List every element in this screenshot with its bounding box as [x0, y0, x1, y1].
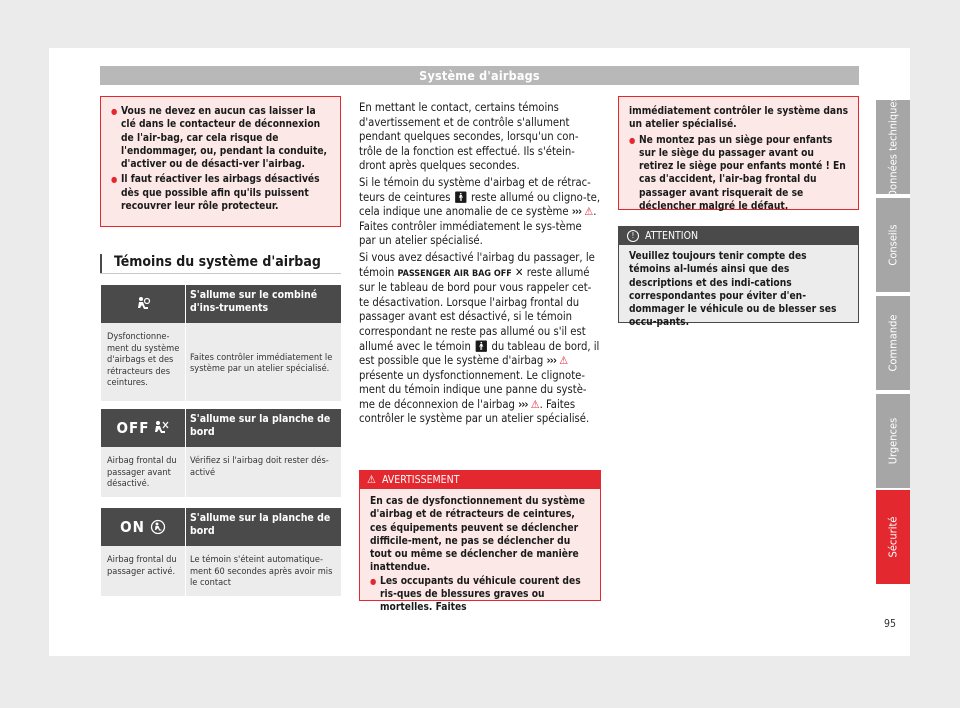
indicator-table-3	[101, 508, 341, 596]
paragraph-1: En mettant le contact, certains témoins d'avertissement et de contrôle s'allument pendant quelques secondes, lorsqu'un con-trôle de la fonction est effectué. Ils s'étein-dront après quelques secondes.	[359, 101, 579, 173]
page-number: 95	[884, 618, 897, 630]
right-warning-bullet: ● Ne montez pas un siège pour enfants sur le siège du passager avant ou retirez le siège pour enfants monté ! En cas d'accident, l'air-bag frontal du passager avant risquerait de se déclencher malgré le défaut.	[629, 134, 850, 214]
attention-box	[618, 226, 859, 329]
paragraph-3: Si vous avez désactivé l'airbag du passager, le témoin PASSENGER AIR BAG OFF ✕ reste allumé sur le tableau de bord pour vous rappeler cet-te désactivation. Lorsque l'airbag frontal du passager avant est désactivé, si le témoin correspondant ne reste pas allumé ou s'il est allumé avec le témoin 🚹︎ du tableau de bord, il est possible que le système d'airbag ››› ⚠ présente un dysfonctionnement. Le clignote-ment du témoin indique une panne du systè-me de déconnexion de l'airbag ››› ⚠. Faites contrôler le système par un atelier spécialisé.	[359, 250, 600, 426]
left-warning-box	[100, 96, 341, 227]
passenger-airbag-off-icon: OFF	[101, 409, 185, 447]
right-warning-text: immédiatement contrôler le système dans un atelier spécialisé.	[629, 106, 849, 131]
tab-urgences[interactable]: Urgences	[876, 394, 910, 488]
table-1-header: S'allume sur le combiné d'ins-truments	[185, 285, 341, 323]
avertissement-bullet: ● Les occupants du véhicule courent des ris-ques de blessures graves ou mortelles. Faites	[370, 575, 592, 615]
avertissement-text: En cas de dysfonctionnement du système d'airbag et de rétracteurs de ceintures, ces équipements peuvent se déclencher difficile-ment, ne pas se déclencher du tout ou même se déclencher de manière inattendue.	[370, 496, 585, 574]
table-1-action: Faites contrôler immédiatement le système par un atelier spécialisé.	[185, 323, 341, 401]
indicator-table-1	[101, 285, 341, 401]
passenger-airbag-on-icon: ON	[101, 508, 185, 546]
tab-donnees-techniques[interactable]: Données techniques	[876, 100, 910, 194]
passenger-airbag-off-icon: ✕	[515, 265, 524, 279]
heading-marker	[100, 254, 102, 273]
table-2-action: Vérifiez si l'airbag doit rester dés-activé	[185, 447, 341, 497]
airbag-icon	[101, 285, 185, 323]
airbag-icon: 🚹︎	[453, 190, 468, 204]
tab-commande[interactable]: Commande	[876, 296, 910, 390]
indicator-table-2	[101, 409, 341, 497]
table-2-condition: Airbag frontal du passager avant désactivé.	[107, 455, 177, 489]
tab-securite[interactable]: Sécurité	[876, 490, 910, 584]
warning-triangle-icon: ⚠	[559, 354, 569, 368]
warning-triangle-icon: ⚠	[367, 473, 376, 486]
section-heading: Témoins du système d'airbag	[114, 254, 321, 270]
passenger-airbag-off-label: PASSENGER AIR BAG OFF	[397, 268, 512, 279]
heading-divider	[100, 273, 341, 274]
warning-triangle-icon: ⚠	[530, 397, 540, 411]
table-3-header: S'allume sur la planche de bord	[185, 508, 341, 546]
main-body-text	[359, 101, 601, 429]
attention-title: ATTENTION	[645, 230, 699, 242]
airbag-icon: 🚹︎	[474, 339, 489, 353]
page-header-title: Système d'airbags	[100, 66, 859, 85]
table-3-action: Le témoin s'éteint automatique-ment 60 secondes après avoir mis le contact	[185, 546, 341, 596]
info-icon: !	[627, 230, 639, 242]
table-2-header: S'allume sur la planche de bord	[185, 409, 341, 447]
tab-conseils[interactable]: Conseils	[876, 198, 910, 292]
reference-link[interactable]: ›››	[518, 397, 528, 411]
avertissement-box	[359, 470, 601, 614]
reference-link[interactable]: ›››	[546, 354, 556, 368]
table-1-condition: Dysfonctionne-ment du système d'airbags et des rétracteurs des ceintures.	[107, 331, 180, 388]
attention-text: Veuillez toujours tenir compte des témoins al-lumés ainsi que des descriptions et des indi-cations correspondantes pour éviter d'en-dommager le véhicule ou de blesser ses occu-pants.	[629, 251, 837, 329]
warning-triangle-icon: ⚠	[584, 205, 594, 219]
warning-bullet-1: ● Vous ne devez en aucun cas laisser la clé dans le contacteur de déconnexion de l'air-bag, car cela risque de l'endommager, ou, pendant la conduite, d'activer ou de désacti-ver l'airbag.	[111, 105, 332, 171]
warning-bullet-2: ● Il faut réactiver les airbags désactivés dès que possible afin qu'ils puissent recouvrer leur rôle protecteur.	[111, 173, 332, 213]
right-warning-box	[618, 96, 859, 213]
avertissement-title: AVERTISSEMENT	[382, 474, 460, 486]
table-3-condition: Airbag frontal du passager activé.	[107, 554, 177, 577]
paragraph-2: Si le témoin du système d'airbag et de rétrac-teurs de ceintures 🚹︎ reste allumé ou cligno-te, cela indique une anomalie de ce système ››› ⚠. Faites contrôler immédiatement le sys-tème par un atelier spécialisé.	[359, 175, 601, 248]
reference-link[interactable]: ›››	[571, 205, 582, 219]
